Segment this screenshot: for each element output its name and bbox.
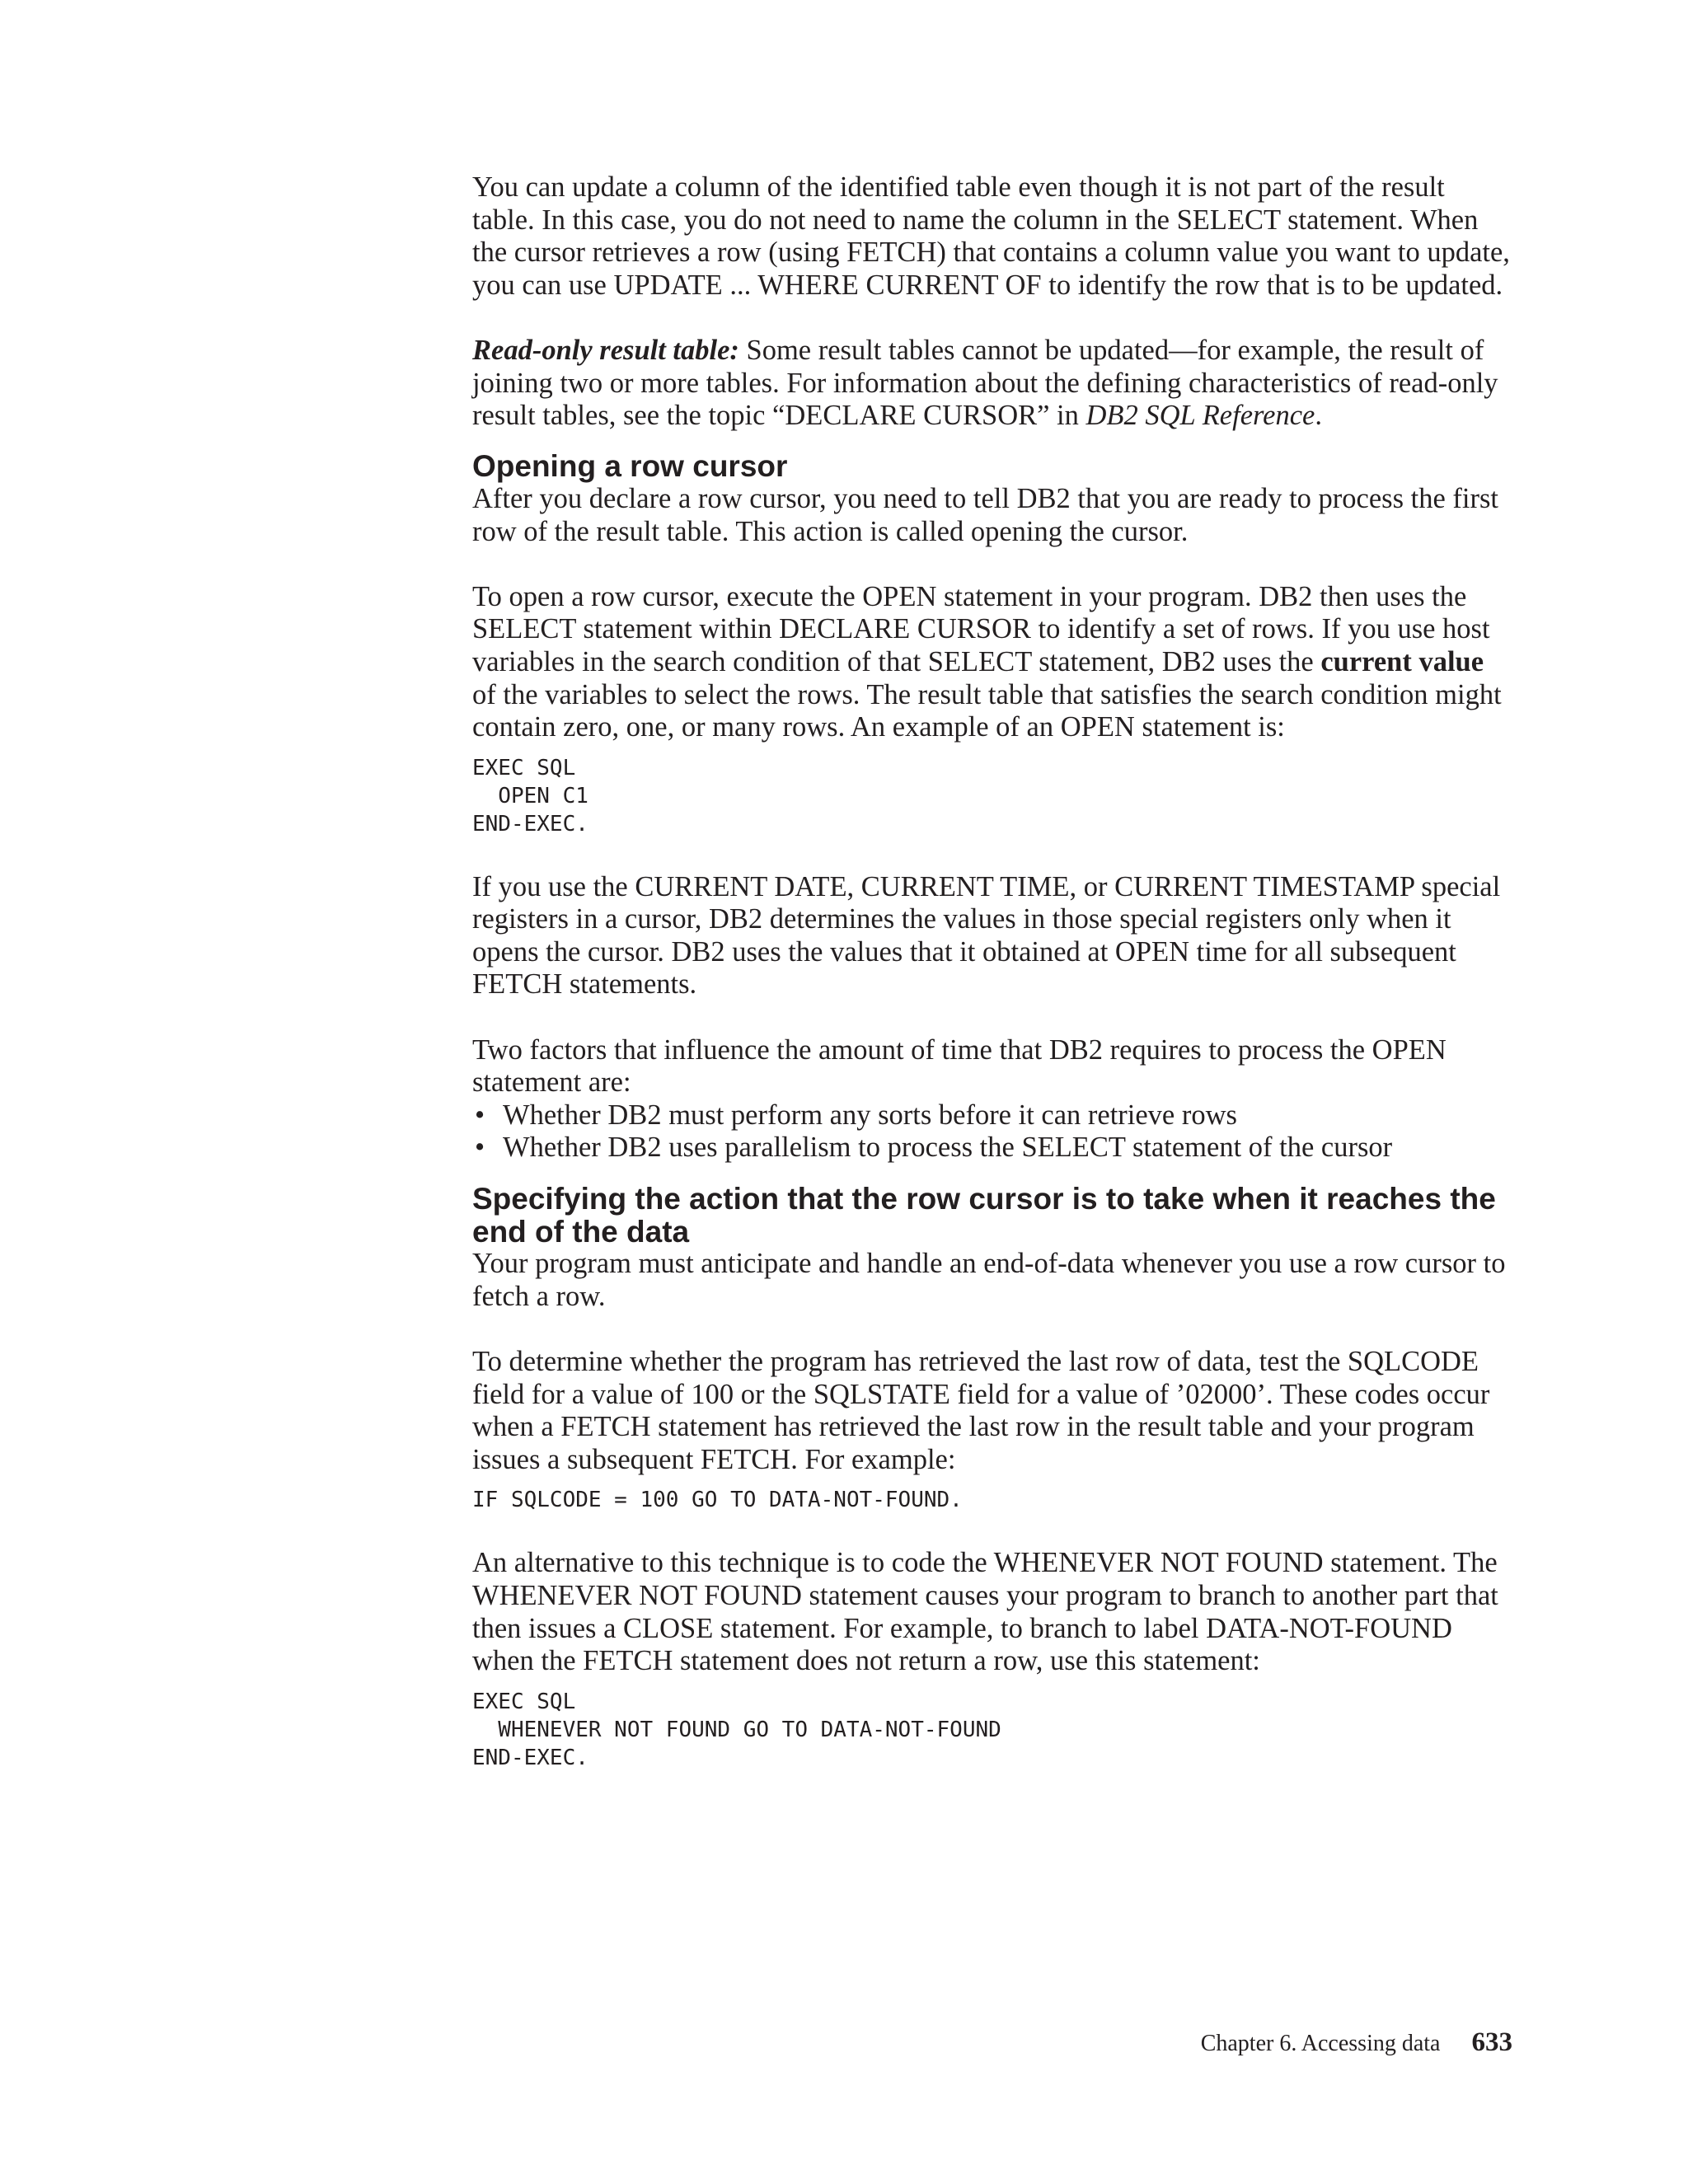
open-text-after: of the variables to select the rows. The result table that satisfies the search condition might contain zero, one, or many rows. An example of an OPEN statement is: xyxy=(472,678,1502,743)
read-only-text: Some result tables cannot be updated—for example, the result of joining two or more tables. For information about the defining characteristics of read-only result tables, see the topic “DECLARE CURSOR” in xyxy=(472,334,1498,432)
read-only-end: . xyxy=(1315,400,1322,432)
read-only-lead: Read-only result table: xyxy=(472,334,739,366)
list-item xyxy=(472,1132,1512,1165)
list-item xyxy=(472,1099,1512,1132)
heading-end-of-data: Specifying the action that the row cursor is to take when it reaches the end of the data xyxy=(472,1182,1496,1249)
code-sqlcode-check: IF SQLCODE = 100 GO TO DATA-NOT-FOUND. xyxy=(472,1488,963,1513)
paragraph-end-of-data: Your program must anticipate and handle an end-of-data whenever you use a row cursor to fetch a row. xyxy=(472,1248,1506,1312)
code-whenever-not-found: EXEC SQL WHENEVER NOT FOUND GO TO DATA-NOT-FOUND END-EXEC. xyxy=(472,1689,1001,1770)
list-item-text: Whether DB2 must perform any sorts before it can retrieve rows xyxy=(503,1099,1237,1131)
list-item-text: Whether DB2 uses parallelism to process the SELECT statement of the cursor xyxy=(503,1132,1393,1164)
paragraph-update-column: You can update a column of the identified table even though it is not part of the result table. In this case, you do not need to name the column in the SELECT statement. When the cursor retrieves a row (using FETCH) that contains a column value you want to update, you can use UPDATE ... WHERE CURRENT OF to identify the row that is to be updated. xyxy=(472,171,1510,301)
sql-reference-title: DB2 SQL Reference xyxy=(1085,400,1315,432)
paragraph-sqlcode-test: To determine whether the program has retrieved the last row of data, test the SQLCODE field for a value of 100 or the SQLSTATE field for a value of ’02000’. These codes occur when a FETCH statement has retrieved the last row in the result table and your program issues a subsequent FETCH. For example: xyxy=(472,1346,1490,1475)
paragraph-whenever-not-found: An alternative to this technique is to code the WHENEVER NOT FOUND statement. The WHENEVER NOT FOUND statement causes your program to branch to another part that then issues a CLOSE statement. For example, to branch to label DATA-NOT-FOUND when the FETCH statement does not return a row, use this statement: xyxy=(472,1547,1498,1677)
paragraph-open-statement xyxy=(472,581,1512,744)
code-open-cursor: EXEC SQL OPEN C1 END-EXEC. xyxy=(472,755,588,837)
open-text-before: To open a row cursor, execute the OPEN statement in your program. DB2 then uses the SELECT statement within DECLARE CURSOR to identify a set of rows. If you use host variables in the search condition of that SELECT statement, DB2 uses the xyxy=(472,580,1490,677)
bullet-icon: • xyxy=(475,1132,485,1164)
page-footer xyxy=(1201,2027,1512,2058)
current-value-term: current value xyxy=(1320,645,1484,677)
paragraph-declare-cursor: After you declare a row cursor, you need to tell DB2 that you are ready to process the first row of the result table. This action is called opening the cursor. xyxy=(472,482,1498,547)
heading-opening-row-cursor: Opening a row cursor xyxy=(472,449,788,484)
paragraph-read-only xyxy=(472,335,1512,433)
page-content xyxy=(472,171,1512,1805)
paragraph-special-registers: If you use the CURRENT DATE, CURRENT TIME, or CURRENT TIMESTAMP special registers in a cursor, DB2 determines the values in those special registers only when it opens the cursor. DB2 uses the values that it obtained at OPEN time for all subsequent FETCH statements. xyxy=(472,870,1501,1001)
factors-list xyxy=(472,1099,1512,1165)
page-number: 633 xyxy=(1471,2027,1512,2057)
paragraph-two-factors: Two factors that influence the amount of time that DB2 requires to process the OPEN statement are: xyxy=(472,1033,1447,1099)
footer-chapter: Chapter 6. Accessing data xyxy=(1200,2031,1441,2056)
bullet-icon: • xyxy=(475,1099,485,1131)
